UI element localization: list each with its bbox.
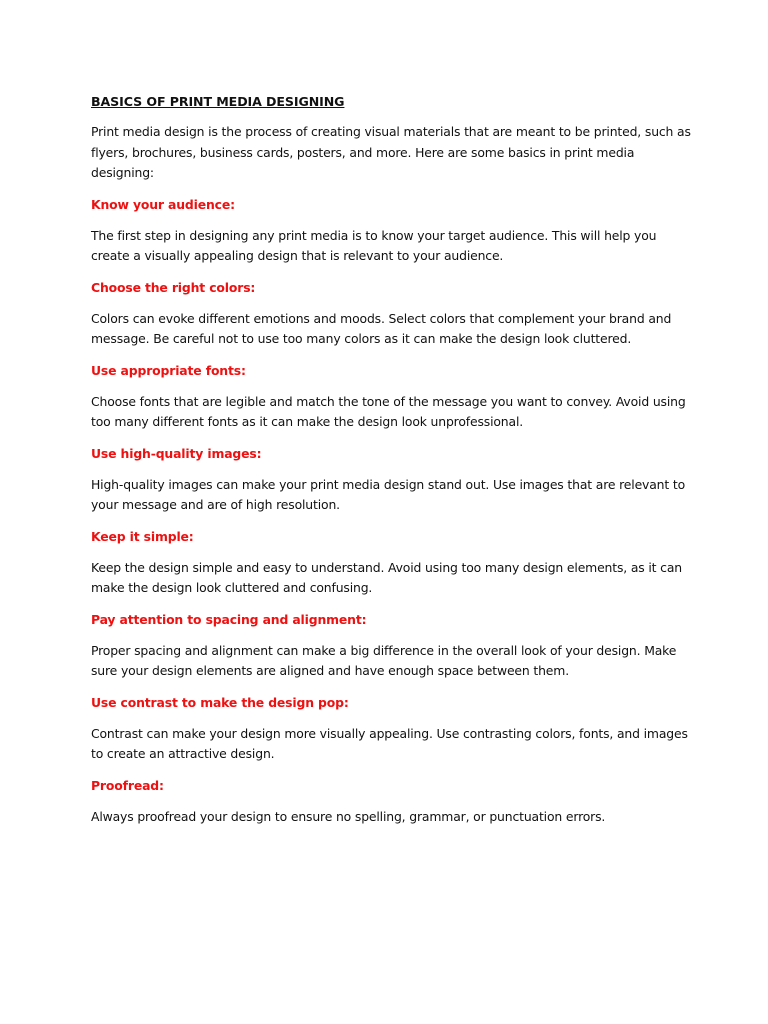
section-body: Contrast can make your design more visually appealing. Use contrasting colors, fonts, and images to create an attractive design. — [91, 725, 688, 761]
intro-paragraph: Print media design is the process of creating visual materials that are meant to be printed, such as flyers, brochures, business cards, posters, and more. Here are some basics in print media designing: — [91, 124, 691, 180]
section-high-quality-images — [91, 444, 691, 516]
section-body: High-quality images can make your print media design stand out. Use images that are relevant to your message and are of high resolution. — [91, 476, 686, 512]
section-appropriate-fonts — [91, 361, 691, 433]
section-heading: Proofread: — [91, 777, 164, 793]
document-title: BASICS OF PRINT MEDIA DESIGNING — [91, 94, 345, 109]
section-heading: Pay attention to spacing and alignment: — [91, 611, 367, 627]
section-contrast — [91, 693, 691, 765]
section-body: Proper spacing and alignment can make a big difference in the overall look of your design. Make sure your design elements are aligned and have enough space between them. — [91, 642, 677, 678]
section-know-your-audience — [91, 195, 691, 267]
section-heading: Know your audience: — [91, 196, 235, 212]
section-body: Choose fonts that are legible and match the tone of the message you want to convey. Avoid using too many different fonts as it can make the design look unprofessional. — [91, 393, 686, 429]
section-spacing-alignment — [91, 610, 691, 682]
section-body: Keep the design simple and easy to understand. Avoid using too many design elements, as it can make the design look cluttered and confusing. — [91, 559, 682, 595]
section-body: Colors can evoke different emotions and moods. Select colors that complement your brand and message. Be careful not to use too many colors as it can make the design look cluttered. — [91, 310, 672, 346]
section-keep-simple — [91, 527, 691, 599]
section-heading: Use high-quality images: — [91, 445, 262, 461]
section-body: The first step in designing any print media is to know your target audience. This will help you create a visually appealing design that is relevant to your audience. — [91, 227, 657, 263]
section-heading: Use appropriate fonts: — [91, 362, 246, 378]
section-heading: Keep it simple: — [91, 528, 194, 544]
section-choose-colors — [91, 278, 691, 350]
section-heading: Use contrast to make the design pop: — [91, 694, 349, 710]
document-page — [91, 92, 691, 838]
section-proofread — [91, 776, 691, 828]
section-body: Always proofread your design to ensure no spelling, grammar, or punctuation errors. — [91, 808, 606, 824]
section-heading: Choose the right colors: — [91, 279, 256, 295]
